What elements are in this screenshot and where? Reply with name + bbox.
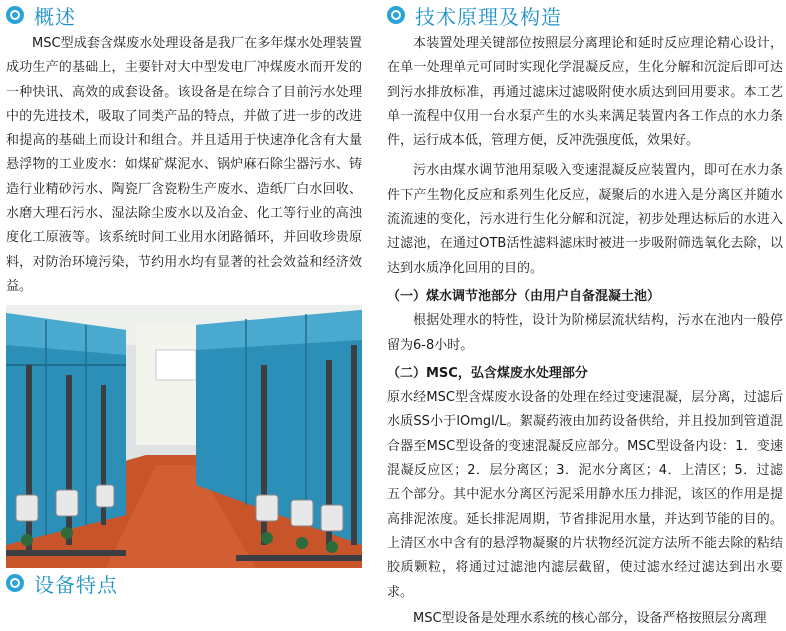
circle-bullet-icon	[387, 6, 405, 24]
features-title: 设备特点	[34, 572, 118, 597]
principle-heading	[387, 0, 783, 30]
sub-paragraph-2: 原水经MSC型含煤废水设备的处理在经过变速混凝，层分离，过滤后水质SS小于lOmgl/L。絮凝药液由加药设备供给，并且投加到管道混合器至MSC型设备的变速混凝反应部分。MSC型设备内设：1．变速混凝反应区；2．层分离区；3．泥水分离区；4．上清区；5．过滤五个部分。其中泥水分离区污泥采用静水压力排泥，该区的作用是提高排泥浓度。延长排泥周期，节省排泥用水量，并达到节能的目的。上清区水中含有的悬浮物凝聚的片状物经沉淀方法所不能去除的粘结胶质颗粒，将通过过滤池内滤层截留，使过滤水经过滤达到出水要求。	[387, 390, 783, 600]
right-column	[387, 0, 783, 631]
sub-heading-1: （一）煤水调节池部分（由用户自备混凝土池）	[387, 288, 661, 304]
overview-title: 概述	[34, 4, 76, 29]
sub-heading-2: （二）MSC，弘含煤废水处理部分	[387, 365, 588, 381]
principle-title: 技术原理及构造	[415, 4, 562, 29]
features-heading	[6, 568, 118, 598]
circle-bullet-icon	[6, 6, 24, 24]
equipment-photo	[6, 305, 362, 568]
circle-bullet-icon	[6, 574, 24, 592]
overview-heading	[6, 0, 362, 30]
overview-paragraph: MSC型成套含煤废水处理设备是我厂在多年煤水处理装置成功生产的基础上，主要针对大中型发电厂冲煤废水而开发的一种快讯、高效的成套设备。该设备是在综合了目前污水处理中的先进技术，吸取了同类产品的特点，并做了进一步的改进和提高的基础上而设计和组合。并且适用于快速净化含有大量悬浮物的工业废水：如煤矿煤泥水、锅炉麻石除尘器污水、铸造行业精砂污水、陶瓷厂含瓷粉生产废水、造纸厂白水回收、水磨大理石污水、湿法除尘废水以及冶金、化工等行业的高浊度化工原液等。该系统时间工业用水闭路循环，并回收珍贵原料，对防治环境污染，节约用水均有显著的社会效益和经济效益。	[6, 36, 362, 294]
principle-paragraph-2: 污水由煤水调节池用泵吸入变速混凝反应装置内，即可在水力条件下产生物化反应和系列生化反应，凝聚后的水进入是分离区并随水流流速的变化，污水进行生化分解和沉淀，初步处理达标后的水进入过滤池，在通过OTB活性滤料滤床时被进一步吸附筛选氧化去除，以达到水质净化回用的目的。	[387, 163, 783, 276]
sub-paragraph-1: 根据处理水的特性，设计为阶梯层流状结构，污水在池内一般停留为6-8小时。	[387, 313, 783, 353]
principle-paragraph-1: 本装置处理关键部位按照层分离理论和延时反应理论精心设计，在单一处理单元可同时实现化学混凝反应，生化分解和沉淀后即可达到污水排放标准，再通过滤床过滤吸附使水质达到回用要求。本工艺单一流程中仅用一台水泵产生的水头来满足装置内各工作点的水力条件，运行成本低，管理方便，反冲洗强度低，效果好。	[387, 36, 783, 149]
closing-paragraph: MSC型设备是处理水系统的核心部分，设备严格按照层分离理	[413, 610, 767, 626]
left-column	[6, 0, 362, 597]
